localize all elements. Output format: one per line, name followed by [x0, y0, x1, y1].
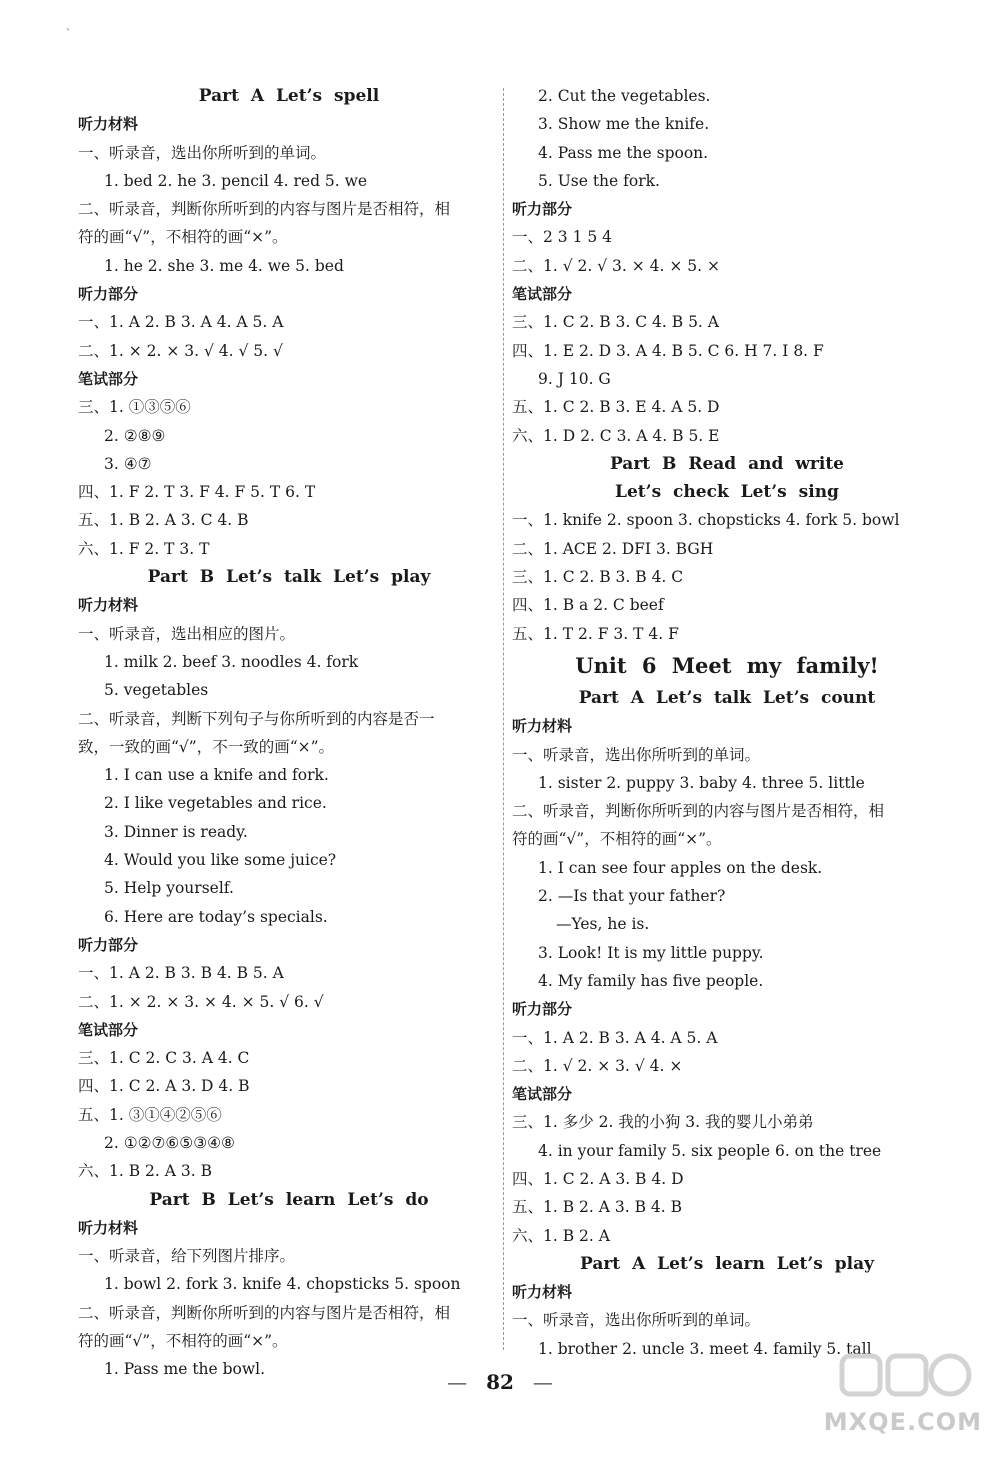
answer-line: 一、听录音，选出相应的图片。 [78, 624, 296, 643]
section-label: 笔试部分 [512, 1085, 573, 1104]
answer-line: 9. J 10. G [538, 369, 611, 388]
answer-line: 1. he 2. she 3. me 4. we 5. bed [104, 256, 344, 275]
section-label: 听力部分 [512, 200, 573, 219]
section-label: 听力材料 [512, 717, 573, 736]
answer-line: 二、听录音，判断下列句子与你所听到的内容是否一 [78, 709, 435, 728]
answer-line: 四、1. F 2. T 3. F 4. F 5. T 6. T [78, 483, 316, 502]
answer-line: 一、听录音，选出你所听到的单词。 [512, 745, 761, 764]
answer-line: 2. ②⑧⑨ [104, 426, 166, 445]
answer-line: 三、1. 多少 2. 我的小狗 3. 我的婴儿小弟弟 [512, 1113, 814, 1132]
answer-line: 5. Help yourself. [104, 879, 234, 898]
answer-line: 一、听录音，选出你所听到的单词。 [78, 143, 327, 162]
section-label: 听力部分 [512, 1000, 573, 1019]
answer-line: 四、1. C 2. A 3. B 4. D [512, 1169, 684, 1188]
answer-line: 五、1. C 2. B 3. E 4. A 5. D [512, 398, 720, 417]
answer-line: 二、1. × 2. × 3. × 4. × 5. √ 6. √ [78, 992, 324, 1011]
page-number: 82 [486, 1370, 514, 1394]
answer-line: 一、1. A 2. B 3. A 4. A 5. A [512, 1028, 718, 1047]
watermark [822, 1350, 982, 1436]
section-label: 听力材料 [78, 1218, 139, 1237]
answer-line: 1. brother 2. uncle 3. meet 4. family 5. tall [538, 1339, 872, 1358]
section-heading: Part A Let’s talk Let’s count [578, 687, 876, 708]
answer-line: 一、1. A 2. B 3. B 4. B 5. A [78, 964, 284, 983]
section-label: 听力材料 [78, 115, 139, 134]
answer-line: 二、1. ACE 2. DFI 3. BGH [512, 539, 714, 558]
answer-line: 一、听录音，给下列图片排序。 [78, 1247, 296, 1266]
answer-line: 四、1. C 2. A 3. D 4. B [78, 1077, 250, 1096]
answer-line: 3. ④⑦ [104, 454, 152, 473]
answer-line: 5. vegetables [104, 681, 209, 700]
answer-line: 五、1. T 2. F 3. T 4. F [512, 624, 679, 643]
section-heading: Part B Let’s learn Let’s do [149, 1189, 429, 1210]
answer-line: 3. Look! It is my little puppy. [538, 943, 764, 962]
answer-line: 5. Use the fork. [538, 171, 660, 190]
section-label: 听力材料 [78, 596, 139, 615]
answer-line: 六、1. B 2. A [512, 1226, 610, 1245]
footer-dash-right: — [532, 1370, 553, 1394]
unit-title: Unit 6 Meet my family! [575, 652, 879, 678]
answer-line: 2. Cut the vegetables. [538, 87, 711, 105]
answer-line: 4. in your family 5. six people 6. on the tree [538, 1141, 882, 1160]
section-label: 听力部分 [78, 935, 139, 954]
answer-line: 一、1. A 2. B 3. A 4. A 5. A [78, 313, 284, 332]
answer-line: 1. bowl 2. fork 3. knife 4. chopsticks 5. spoon [104, 1275, 461, 1294]
answer-line: 一、听录音，选出你所听到的单词。 [512, 1311, 761, 1330]
answer-line: 1. sister 2. puppy 3. baby 4. three 5. little [538, 773, 865, 792]
column-divider [503, 88, 504, 1350]
answer-line: 二、1. × 2. × 3. √ 4. √ 5. √ [78, 341, 283, 360]
answer-line: 六、1. F 2. T 3. T [78, 539, 210, 558]
section-heading: Part B Read and write [609, 453, 845, 474]
section-label: 笔试部分 [512, 285, 573, 304]
section-label: 听力材料 [512, 1283, 573, 1302]
answer-line: 1. I can use a knife and fork. [104, 766, 329, 785]
answer-line: 4. Would you like some juice? [104, 851, 337, 870]
answer-line: 二、1. √ 2. × 3. √ 4. × [512, 1056, 683, 1075]
answer-line: 致，一致的画“√”，不一致的画“×”。 [78, 737, 335, 756]
answer-line: 三、1. ①③⑤⑥ [78, 398, 191, 417]
left-column [78, 82, 500, 1384]
answer-line: 一、2 3 1 5 4 [512, 228, 613, 247]
answer-line: 符的画“√”，不相符的画“×”。 [78, 1332, 288, 1351]
corner-mark: 、 [66, 22, 76, 33]
section-heading: Part A Let’s spell [198, 86, 380, 106]
answer-line: 2. I like vegetables and rice. [104, 794, 327, 813]
answer-line: 2. —Is that your father? [538, 887, 726, 906]
answer-line: 二、听录音，判断你所听到的内容与图片是否相符，相 [78, 1303, 451, 1322]
answer-line: 符的画“√”，不相符的画“×”。 [78, 228, 288, 247]
answer-line: 4. My family has five people. [538, 971, 764, 990]
watermark-text: MXQE.COM [823, 1408, 982, 1436]
answer-line: 四、1. B a 2. C beef [512, 596, 664, 615]
answer-line: 6. Here are today’s specials. [104, 907, 328, 926]
footer-dash-left: — [447, 1370, 468, 1394]
answer-line: 二、听录音，判断你所听到的内容与图片是否相符，相 [512, 802, 885, 821]
answer-line: 六、1. D 2. C 3. A 4. B 5. E [512, 426, 720, 445]
answer-line: 四、1. E 2. D 3. A 4. B 5. C 6. H 7. I 8. F [512, 341, 824, 360]
answer-line: 2. ①②⑦⑥⑤③④⑧ [104, 1133, 235, 1152]
answer-line: 一、1. knife 2. spoon 3. chopsticks 4. fork 5. bowl [512, 511, 900, 530]
answer-line: 1. I can see four apples on the desk. [538, 858, 823, 877]
answer-line: 三、1. C 2. B 3. C 4. B 5. A [512, 313, 719, 332]
answer-line: 二、听录音，判断你所听到的内容与图片是否相符，相 [78, 200, 451, 219]
section-label: 笔试部分 [78, 369, 139, 388]
answer-line: 五、1. B 2. A 3. C 4. B [78, 511, 249, 530]
answer-line: 三、1. C 2. C 3. A 4. C [78, 1049, 250, 1068]
right-column [512, 82, 942, 1363]
answer-line: 1. bed 2. he 3. pencil 4. red 5. we [104, 171, 368, 190]
answer-line: 二、1. √ 2. √ 3. × 4. × 5. × [512, 256, 721, 275]
watermark-logo-icon [836, 1350, 976, 1400]
answer-line: 三、1. C 2. B 3. B 4. C [512, 568, 684, 587]
answer-line: —Yes, he is. [556, 915, 650, 934]
section-label: 听力部分 [78, 285, 139, 304]
answer-line: 4. Pass me the spoon. [538, 143, 709, 162]
section-heading: Part A Let’s learn Let’s play [580, 1253, 874, 1274]
section-heading: Part B Let’s talk Let’s play [147, 567, 431, 588]
answer-line: 六、1. B 2. A 3. B [78, 1162, 212, 1181]
answer-line: 3. Dinner is ready. [104, 822, 248, 841]
section-heading: Let’s check Let’s sing [615, 482, 839, 503]
answer-line: 五、1. ③①④②⑤⑥ [78, 1105, 222, 1124]
answer-line: 1. milk 2. beef 3. noodles 4. fork [104, 652, 359, 671]
answer-line: 3. Show me the knife. [538, 115, 710, 134]
answer-line: 1. Pass me the bowl. [104, 1360, 266, 1379]
answer-line: 五、1. B 2. A 3. B 4. B [512, 1198, 683, 1217]
section-label: 笔试部分 [78, 1020, 139, 1039]
answer-line: 符的画“√”，不相符的画“×”。 [512, 830, 722, 849]
